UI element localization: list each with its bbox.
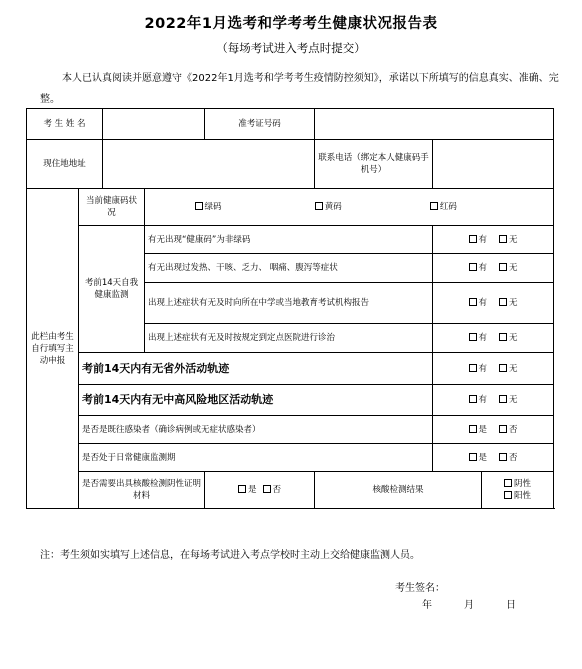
checkbox-icon — [469, 453, 477, 461]
pledge-text: 本人已认真阅读并愿意遵守《2022年1月选考和学考考生疫情防控须知》，承诺以下所填写的信息真实、准确、完整。 — [40, 73, 559, 105]
monitoring-period-label: 是否处于日常健康监测期 — [79, 444, 433, 472]
checkbox-icon — [499, 298, 507, 306]
monitor-label: 考前14天自我健康监测 — [79, 226, 145, 353]
id-field[interactable] — [315, 109, 554, 140]
id-label: 准考证号码 — [205, 109, 315, 140]
red-code-option[interactable]: 红码 — [388, 201, 498, 213]
health-code-label: 当前健康码状况 — [79, 189, 145, 226]
nucleic-choice[interactable]: 是 否 — [205, 472, 315, 509]
checkbox-icon — [469, 395, 477, 403]
nucleic-result-choice[interactable]: 阴性阳性 — [482, 472, 554, 509]
yellow-code-option[interactable]: 黄码 — [271, 201, 386, 213]
monitor-item-1: 有无出现“健康码”为非绿码 — [145, 226, 433, 254]
month-label: 月 — [464, 600, 474, 611]
monitoring-period-choice[interactable]: 是 否 — [433, 444, 554, 472]
monitor-item-4: 出现上述症状有无及时按规定到定点医院进行诊治 — [145, 324, 433, 353]
signature-label: 考生签名： — [395, 583, 445, 594]
checkbox-icon — [469, 235, 477, 243]
address-label: 现住地地址 — [27, 140, 103, 189]
confirmed-label: 是否是既往感染者（确诊病例或无症状感染者） — [79, 416, 433, 444]
checkbox-icon — [469, 364, 477, 372]
nucleic-label: 是否需要出具核酸检测阴性证明材料 — [79, 472, 205, 509]
name-field[interactable] — [103, 109, 205, 140]
checkbox-icon — [499, 364, 507, 372]
outside-province-choice[interactable]: 有 无 — [433, 353, 554, 385]
side-label: 此栏由考生自行填写主动申报 — [27, 189, 79, 509]
name-label: 考 生 姓 名 — [27, 109, 103, 140]
checkbox-icon — [315, 202, 323, 210]
outside-province-label: 考前14天内有无省外活动轨迹 — [79, 353, 433, 385]
checkbox-icon — [499, 395, 507, 403]
health-code-options — [145, 189, 554, 226]
address-field[interactable] — [103, 140, 315, 189]
risk-area-label: 考前14天内有无中高风险地区活动轨迹 — [79, 385, 433, 416]
monitor-item-2: 有无出现过发热、干咳、乏力、 咽痛、腹泻等症状 — [145, 254, 433, 283]
pledge-paragraph — [40, 68, 560, 110]
monitor-item-3: 出现上述症状有无及时向所在中学或当地教育考试机构报告 — [145, 283, 433, 324]
phone-field[interactable] — [433, 140, 554, 189]
risk-area-choice[interactable]: 有 无 — [433, 385, 554, 416]
checkbox-icon — [469, 263, 477, 271]
checkbox-icon — [195, 202, 203, 210]
nucleic-result-label: 核酸检测结果 — [315, 472, 482, 509]
checkbox-icon — [469, 333, 477, 341]
checkbox-icon — [504, 491, 512, 499]
checkbox-icon — [499, 263, 507, 271]
confirmed-choice[interactable]: 是 否 — [433, 416, 554, 444]
monitor-item-4-choice[interactable]: 有 无 — [433, 324, 554, 353]
checkbox-icon — [499, 333, 507, 341]
checkbox-icon — [499, 453, 507, 461]
checkbox-icon — [499, 425, 507, 433]
date-line — [422, 596, 548, 611]
page-title: 2022年1月选考和学考考生健康状况报告表 — [144, 16, 438, 32]
checkbox-icon — [238, 485, 246, 493]
monitor-item-1-choice[interactable]: 有 无 — [433, 226, 554, 254]
checkbox-icon — [263, 485, 271, 493]
page-subtitle: （每场考试进入考点时提交） — [216, 41, 366, 55]
checkbox-icon — [469, 298, 477, 306]
health-report-table — [26, 108, 554, 509]
checkbox-icon — [499, 235, 507, 243]
footer-note: 注：考生须如实填写上述信息，在每场考试进入考点学校时主动上交给健康监测人员。 — [40, 550, 420, 561]
monitor-item-2-choice[interactable]: 有 无 — [433, 254, 554, 283]
checkbox-icon — [504, 479, 512, 487]
checkbox-icon — [469, 425, 477, 433]
year-label: 年 — [422, 600, 432, 611]
monitor-item-3-choice[interactable]: 有 无 — [433, 283, 554, 324]
green-code-option[interactable]: 绿码 — [148, 201, 268, 213]
checkbox-icon — [430, 202, 438, 210]
phone-label: 联系电话（绑定本人健康码手机号） — [315, 140, 433, 189]
day-label: 日 — [506, 600, 516, 611]
